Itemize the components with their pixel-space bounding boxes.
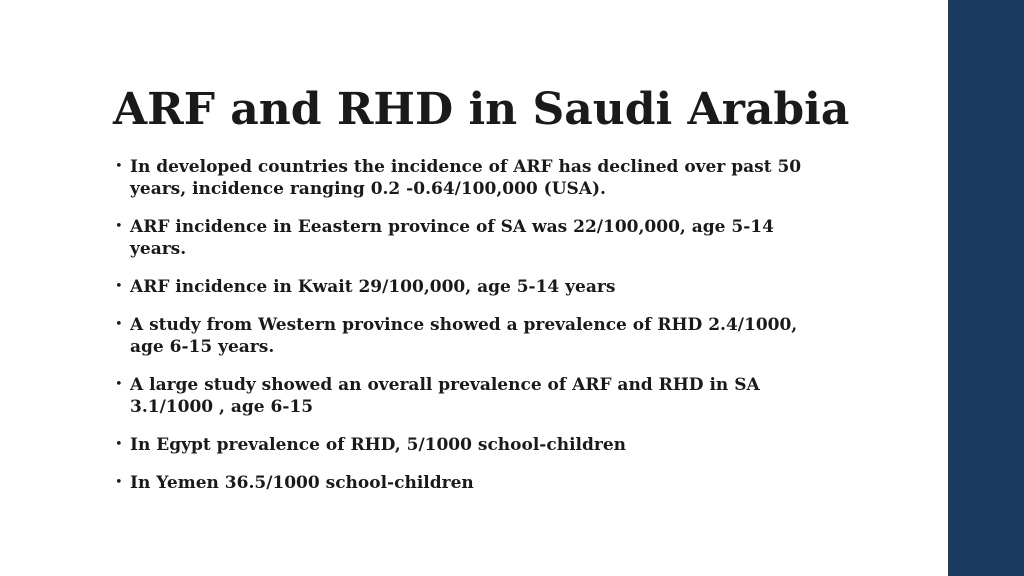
bullet-item	[113, 276, 833, 298]
bullet-icon: •	[115, 377, 123, 392]
bullet-icon: •	[115, 279, 123, 294]
bullet-text: A large study showed an overall prevalence of ARF and RHD in SA 3.1/1000 , age 6-15	[130, 375, 760, 417]
bullet-text: In Yemen 36.5/1000 school-children	[130, 473, 474, 493]
bullet-icon: •	[115, 219, 123, 234]
slide-title: ARF and RHD in Saudi Arabia	[113, 84, 850, 135]
bullet-icon: •	[115, 475, 123, 490]
bullet-icon: •	[115, 159, 123, 174]
bullet-icon: •	[115, 317, 123, 332]
bullet-item	[113, 314, 833, 358]
bullet-item	[113, 434, 833, 456]
bullet-text: In developed countries the incidence of ARF has declined over past 50 years, incidence ranging 0.2 -0.64/100,000 (USA).	[130, 157, 802, 199]
bullet-text: ARF incidence in Kwait 29/100,000, age 5-14 years	[130, 277, 616, 297]
bullet-text: A study from Western province showed a prevalence of RHD 2.4/1000, age 6-15 years.	[130, 315, 798, 357]
accent-side-bar	[948, 0, 1024, 576]
bullet-text: In Egypt prevalence of RHD, 5/1000 school-children	[130, 435, 627, 455]
bullet-item	[113, 472, 833, 494]
bullet-item	[113, 156, 833, 200]
bullet-icon: •	[115, 437, 123, 452]
bullet-text: ARF incidence in Eeastern province of SA was 22/100,000, age 5-14 years.	[130, 217, 774, 259]
bullet-item	[113, 216, 833, 260]
bullet-item	[113, 374, 833, 418]
bullet-list	[113, 156, 833, 510]
